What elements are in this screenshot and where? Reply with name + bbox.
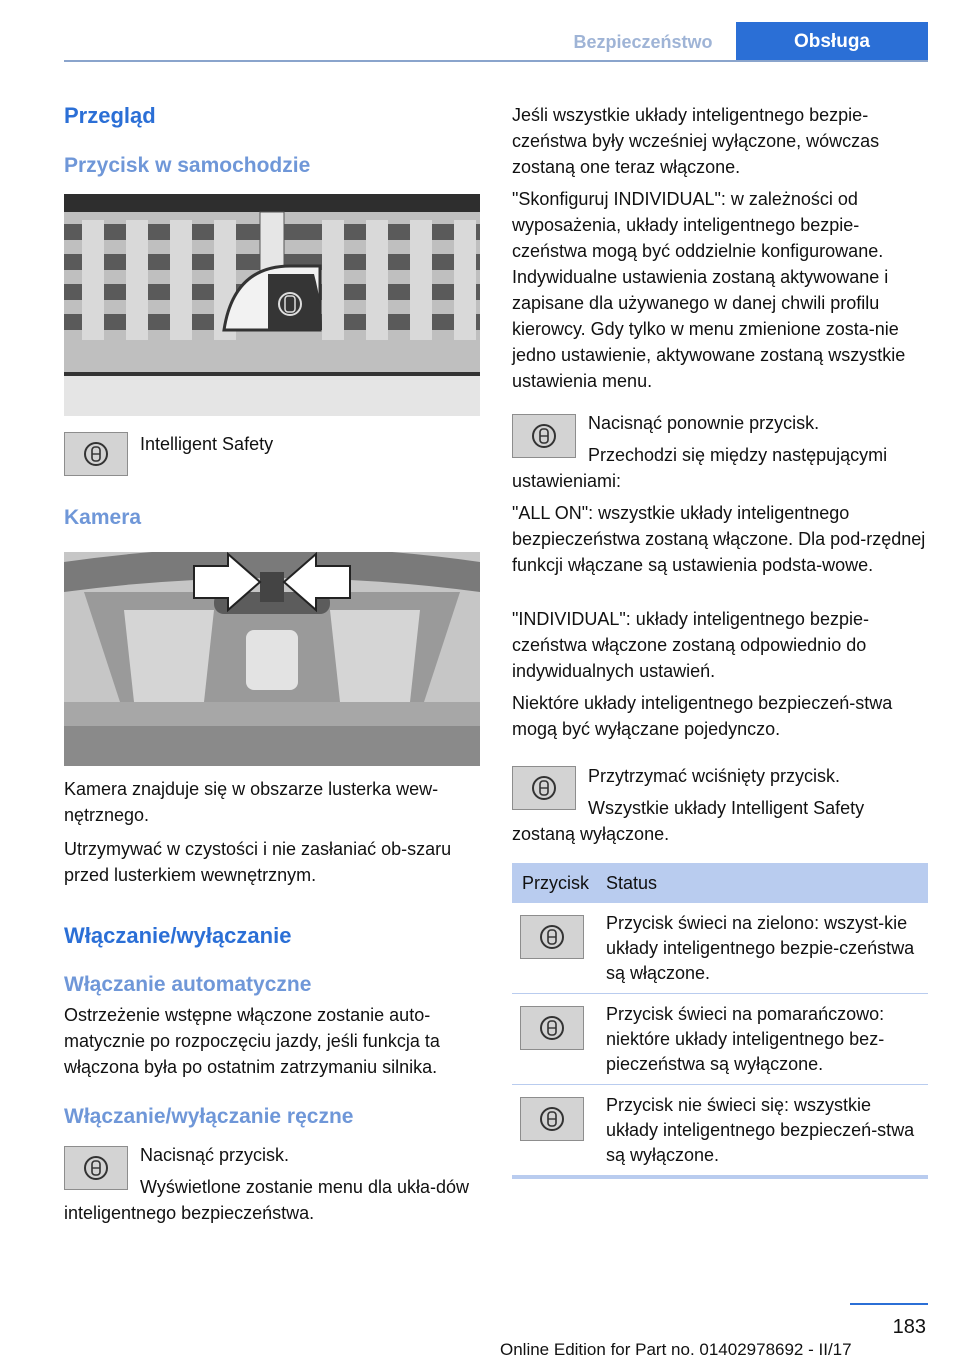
all-on-text: "ALL ON": wszystkie układy inteligentnego bezpieczeństwa zostaną włączone. Dla pod-rzędnej funkcji włączane są ustawienia podsta-wowe. [512, 503, 926, 575]
heading-button-in-car: Przycisk w samochodzie [64, 154, 311, 177]
all-off-text: Wszystkie układy Intelligent Safety zostaną wyłączone. [512, 798, 865, 844]
status-cell: Przycisk świeci na zielono: wszyst-kie układy inteligentnego bezpie-czeństwa są włączone. [606, 913, 915, 983]
edition-footer: Online Edition for Part no. 01402978692 - II/17 [500, 1340, 852, 1359]
table-bottom-rule [512, 1175, 928, 1179]
safety-button-icon [520, 1097, 584, 1141]
tab-chapter-operation: Obsługa [736, 22, 928, 62]
header-rule [64, 60, 928, 62]
footer-rule [850, 1303, 928, 1305]
status-table [512, 863, 928, 1179]
dashboard-button-photo [64, 194, 480, 416]
camera-location-text: Kamera znajduje się w obszarze lusterka wew-nętrznego. [64, 779, 439, 825]
paragraph-reenabled: Jeśli wszystkie układy inteligentnego bezpie-czeństwa były wcześniej wyłączone, wówczas zostaną one teraz włączone. [512, 105, 880, 177]
safety-button-icon [520, 1006, 584, 1050]
table-row [512, 1085, 928, 1175]
camera-location-photo [64, 552, 480, 766]
column-header-button: Przycisk [522, 873, 589, 893]
individual-text: "INDIVIDUAL": układy inteligentnego bezpie-czeństwa włączone zostaną odpowiednio do indywidualnych ustawień. [512, 609, 869, 681]
status-cell: Przycisk świeci na pomarańczowo: niektóre układy inteligentnego bez-pieczeństwa są wyłączone. [606, 1004, 885, 1074]
press-again-text: Nacisnąć ponownie przycisk. [588, 413, 820, 433]
manual-step-menu: Wyświetlone zostanie menu dla ukła-dów inteligentnego bezpieczeństwa. [64, 1177, 470, 1223]
intelligent-safety-label: Intelligent Safety [140, 434, 274, 454]
heading-manual-on-off: Włączanie/wyłączanie ręczne [64, 1105, 354, 1128]
cycle-settings-text: Przechodzi się między następującymi ustawieniami: [512, 445, 888, 491]
heading-camera: Kamera [64, 506, 142, 529]
some-off-text: Niektóre układy inteligentnego bezpieczeń-stwa mogą być wyłączane pojedynczo. [512, 693, 893, 739]
manual-step-press: Nacisnąć przycisk. [140, 1145, 290, 1165]
column-header-status: Status [606, 873, 658, 893]
table-row [512, 903, 928, 994]
page-number: 183 [892, 1316, 926, 1338]
heading-on-off: Włączanie/wyłączanie [64, 923, 292, 948]
hold-button-text: Przytrzymać wciśnięty przycisk. [588, 766, 841, 786]
status-cell: Przycisk nie świeci się: wszystkie układy inteligentnego bezpieczeń-stwa są wyłączone. [606, 1095, 915, 1165]
heading-overview: Przegląd [64, 103, 156, 128]
table-header [512, 863, 928, 903]
intelligent-safety-button-icon [64, 432, 128, 476]
camera-clean-text: Utrzymywać w czystości i nie zasłaniać ob-szaru przed lusterkiem wewnętrznym. [64, 839, 452, 885]
safety-button-icon [520, 915, 584, 959]
table-row [512, 994, 928, 1085]
tab-section-safety: Bezpieczeństwo [573, 32, 713, 52]
heading-auto-on: Włączanie automatyczne [64, 973, 312, 996]
auto-on-text: Ostrzeżenie wstępne włączone zostanie auto-matycznie po rozpoczęciu jazdy, jeśli funkcja ta włączona była po ostatnim zatrzymaniu silnika. [64, 1005, 440, 1077]
paragraph-configure-individual: "Skonfiguruj INDIVIDUAL": w zależności od wyposażenia, układy inteligentnego bezpie-czeństwa mogą być oddzielnie konfigurowane. Indywidualne ustawienia zostaną aktywowane i zapisane dla używanego w danej chwili profilu kierowcy. Gdy tylko w menu zmienione zosta-nie jedno ustawienie, aktywowane zostaną wszystkie ustawienia menu. [512, 189, 906, 391]
